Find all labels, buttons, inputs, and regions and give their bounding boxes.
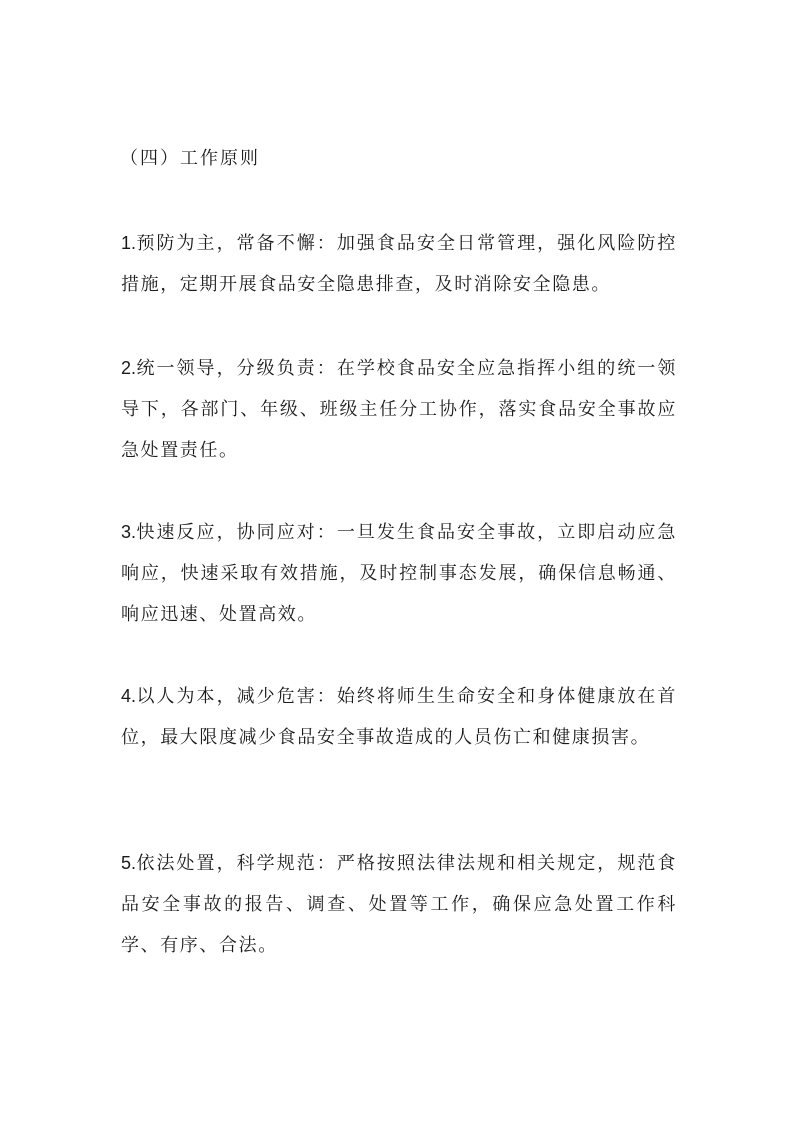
principle-text: 统一领导，分级负责：在学校食品安全应急指挥小组的统一领导下，各部门、年级、班级主任分工协作，落实食品安全事故应急处置责任。 — [121, 358, 677, 461]
principle-number: 3. — [121, 522, 137, 542]
section-heading: （四）工作原则 — [120, 148, 260, 169]
principle-number: 2. — [121, 358, 137, 378]
principle-number: 1. — [121, 233, 137, 253]
principle-paragraph-4 — [121, 676, 677, 758]
principle-text: 依法处置，科学规范：严格按照法律法规和相关规定，规范食品安全事故的报告、调查、处置等工作，确保应急处置工作科学、有序、合法。 — [121, 853, 677, 956]
principle-number: 4. — [121, 686, 137, 706]
principle-text: 以人为本，减少危害：始终将师生生命安全和身体健康放在首位，最大限度减少食品安全事故造成的人员伤亡和健康损害。 — [121, 686, 677, 748]
principle-text: 预防为主，常备不懈：加强食品安全日常管理，强化风险防控措施，定期开展食品安全隐患排查，及时消除安全隐患。 — [121, 233, 677, 295]
principle-paragraph-1 — [121, 223, 677, 305]
principle-text: 快速反应，协同应对：一旦发生食品安全事故，立即启动应急响应，快速采取有效措施，及时控制事态发展，确保信息畅通、响应迅速、处置高效。 — [121, 522, 677, 625]
principle-paragraph-2 — [121, 348, 677, 471]
principle-number: 5. — [121, 853, 137, 873]
principle-paragraph-5 — [121, 843, 677, 966]
principle-paragraph-3 — [121, 512, 677, 635]
